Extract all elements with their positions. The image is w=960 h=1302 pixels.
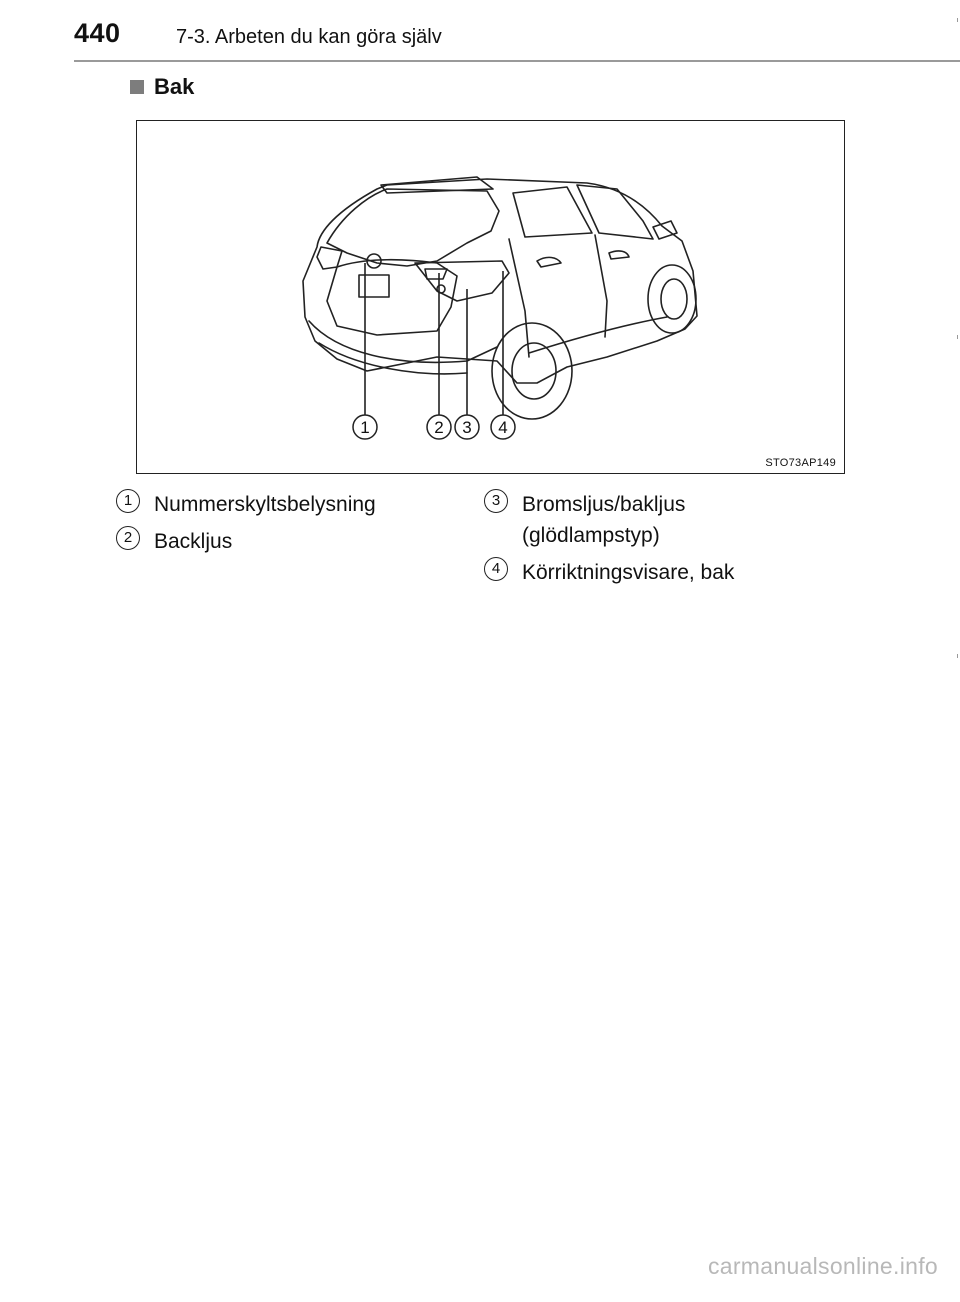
figure-id: STO73AP149 xyxy=(765,457,836,469)
side-window-rear xyxy=(513,187,592,237)
legend-number-3: 3 xyxy=(484,489,508,513)
door-sill xyxy=(529,317,667,353)
footer-watermark: carmanualsonline.info xyxy=(707,1253,938,1279)
license-plate xyxy=(359,275,389,297)
legend-label-3-line1: Bromsljus/bakljus xyxy=(522,493,686,516)
legend-label-2: Backljus xyxy=(154,530,233,553)
front-door-line xyxy=(595,235,607,337)
callout-number-3: 3 xyxy=(462,418,472,437)
square-bullet-icon xyxy=(130,80,144,94)
side-mirror xyxy=(653,221,677,239)
tailgate xyxy=(327,260,457,335)
page-number: 440 xyxy=(74,18,121,48)
legend-label-3-line2: (glödlampstyp) xyxy=(522,524,660,547)
rear-window xyxy=(327,189,499,266)
margin-tick-mark xyxy=(957,335,958,339)
callout-number-4: 4 xyxy=(498,418,508,437)
chapter-title: 7-3. Arbeten du kan göra själv xyxy=(176,26,442,48)
section-heading xyxy=(130,74,194,100)
legend-number-2: 2 xyxy=(116,526,140,550)
legend-label-4: Körriktningsvisare, bak xyxy=(522,561,735,584)
car-rear-illustration xyxy=(137,121,846,475)
section-heading-text: Bak xyxy=(154,74,195,99)
rear-door-handle xyxy=(537,257,561,267)
front-wheel-hub xyxy=(661,279,687,319)
side-window-front xyxy=(577,185,653,239)
callout-number-1: 1 xyxy=(360,418,370,437)
figure-box xyxy=(136,120,845,474)
legend-number-4: 4 xyxy=(484,557,508,581)
front-door-handle xyxy=(609,251,629,259)
right-tail-lamp xyxy=(415,261,509,301)
margin-tick-mark xyxy=(957,654,958,658)
margin-tick-mark xyxy=(957,18,958,22)
legend-number-1: 1 xyxy=(116,489,140,513)
left-tail-lamp xyxy=(317,247,342,269)
header-rule xyxy=(74,60,960,62)
front-wheel xyxy=(648,265,696,333)
legend-label-1: Nummerskyltsbelysning xyxy=(154,493,376,516)
bumper-lower xyxy=(319,343,467,374)
rear-bumper xyxy=(309,321,497,362)
callout-number-2: 2 xyxy=(434,418,444,437)
right-tail-lamp-inner xyxy=(425,269,447,279)
rear-door-line xyxy=(509,239,529,357)
